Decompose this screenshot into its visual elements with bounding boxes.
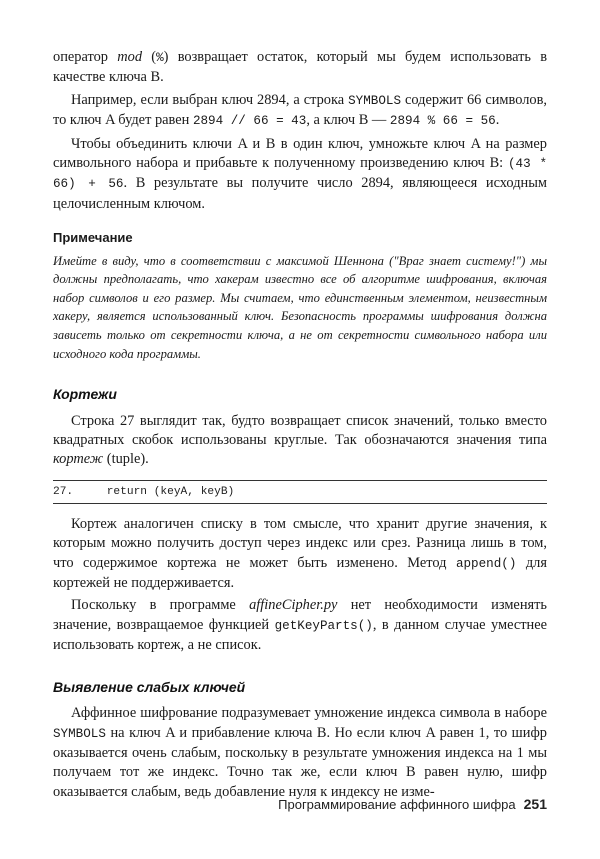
code-listing: 27. return (keyA, keyB) <box>53 480 547 504</box>
section-heading-tuples: Кортежи <box>53 386 117 403</box>
text: Например, если выбран ключ 2894, а строка <box>71 91 349 108</box>
note-body: Имейте в виду, что в соответствии с максимой Шеннона ("Враг знает систему!") мы должны предполагать, что хакерам известно все об алгоритме шифрования, включая набор символов и его размер. Мы считаем, что единственным элементом, неизвестным хакеру, является использованный ключ. Безопасность программы шифрования должна зависеть только от секретности ключа, а не от секретности символьного набора или исходного кода программы. <box>53 253 547 361</box>
key-a-formula: 2894 // 66 = 43 <box>192 114 307 129</box>
text: ) возвращает остаток, который мы будем использовать в качестве ключа B. <box>53 49 547 86</box>
symbols-code: SYMBOLS <box>53 726 106 741</box>
text: на ключ A и прибавление ключа B. Но если ключ A равен 1, то шифр оказывается очень слабым, поскольку в результате умножения индекса на 1 мы получаем тот же индекс. Точно так же, если ключ B равен нулю, шифр оказывается слабым, ведь добавление нуля к индексу не изме- <box>53 724 547 800</box>
section-heading-weak-keys: Выявление слабых ключей <box>53 678 246 695</box>
paragraph-tuple-vs-list <box>53 515 547 594</box>
text: . <box>495 112 500 129</box>
text: Аффинное шифрование подразумевает умножение индекса символа в наборе <box>71 705 547 722</box>
mod-term: mod <box>117 49 143 65</box>
text: . В результате вы получите число 2894, являющееся исходным целочисленным ключом. <box>53 175 547 212</box>
paragraph-line27 <box>53 412 547 470</box>
text: ( <box>142 49 157 65</box>
text: , в данном случае уместнее использовать кортеж, а не список. <box>53 616 547 654</box>
append-code: append() <box>455 556 517 571</box>
text: нет необходимости изменять значение, возвращаемое функцией <box>53 597 547 633</box>
text: содержит 66 символов, то ключ A будет равен <box>53 91 547 129</box>
text: , а ключ B — <box>306 112 390 129</box>
note-title: Примечание <box>53 230 133 246</box>
function-code: getKeyParts() <box>274 618 373 633</box>
text: для кортежей не поддерживается. <box>53 554 547 592</box>
text: Чтобы объединить ключи A и B в один ключ, умножьте ключ A на размер символьного набора и прибавьте к полученному произведению ключ B: <box>53 135 547 172</box>
text: Кортеж аналогичен списку в том смысле, что хранит другие значения, к которым можно получить доступ через индекс или срез. Разница лишь в том, что содержимое кортежа не может быть изменено. Метод <box>53 515 547 571</box>
paragraph-combine-keys <box>53 135 547 215</box>
paragraph-example <box>53 91 547 132</box>
page-number: 251 <box>523 796 547 812</box>
paragraph-weak-keys <box>53 704 547 802</box>
page-footer <box>278 796 547 812</box>
key-b-formula: 2894 % 66 = 56 <box>389 114 496 129</box>
paragraph-mod-operator <box>53 48 547 88</box>
percent-code: % <box>156 51 164 65</box>
page-content <box>53 48 547 802</box>
text: (tuple). <box>103 451 149 468</box>
symbols-code: SYMBOLS <box>348 93 402 108</box>
paragraph-affine-tuple <box>53 596 547 655</box>
combine-formula: (43 * 66) + 56 <box>53 157 547 192</box>
footer-title: Программирование аффинного шифра <box>278 797 516 812</box>
filename: affineCipher.py <box>249 597 338 614</box>
tuple-term: кортеж <box>53 451 104 468</box>
text: Строка 27 выглядит так, будто возвращает список значений, только вместо квадратных скобок использованы круглые. Так обозначаются значения типа <box>53 412 547 449</box>
text: оператор <box>53 49 118 65</box>
text: Поскольку в программе <box>71 597 250 614</box>
